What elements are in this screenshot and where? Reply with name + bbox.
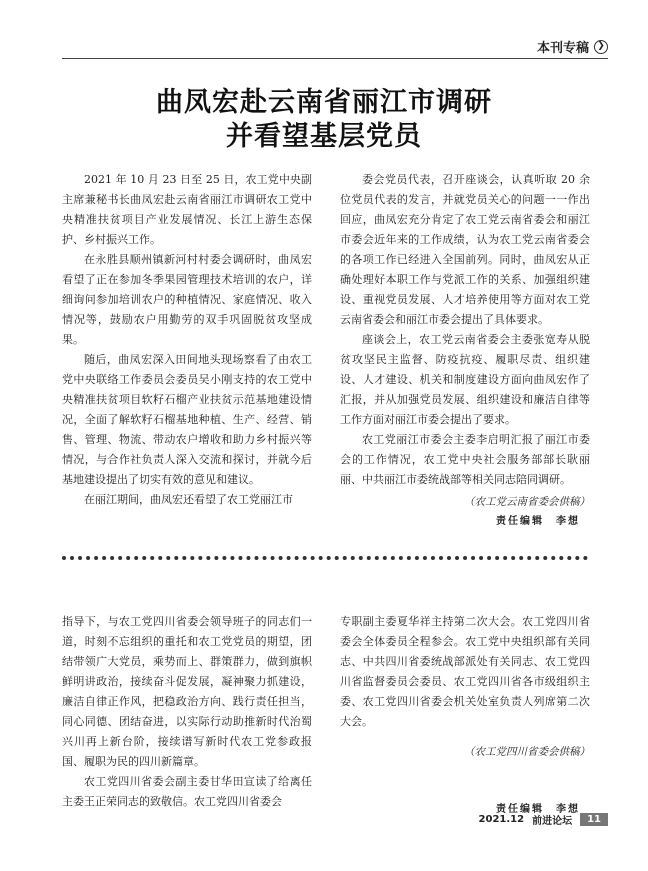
paragraph: 指导下，与农工党四川省委会领导班子的同志们一道，时刻不忘组织的重托和农工党党员的期望，团结带领广大党员，乘势而上、群策群力，做到旗帜鲜明讲政治，接续奋斗促发展，凝神聚力抓建设，廉洁自律正作风，把稳政治方向、践行责任担当，同心同德、团结奋进，以实际行动助推新时代治蜀兴川再上新台阶，接续谱写新时代农工党参政报国、履职为民的四川新篇章。 (62, 615, 312, 768)
paragraph: 农工党四川省委会副主委甘华田宣读了给离任主委王正荣同志的致敬信。农工党四川省委会 (62, 775, 312, 808)
arrow-circle-icon: ❯ (594, 40, 608, 54)
paragraph: 农工党丽江市委会主委李启明汇报了丽江市委会的工作情况，农工党中央社会服务部部长耿丽丽、中共丽江市委统战部等相关同志陪同调研。 (340, 433, 590, 486)
paragraph: 座谈会上，农工党云南省委会主委张宽寿从脱贫攻坚民主监督、防疫抗疫、履职尽责、组织建设、人才建设、机关和制度建设方面向曲凤宏作了汇报，并从加强党员发展、组织建设和廉洁自律等工作方面对丽江市委会提出了要求。 (340, 333, 590, 426)
article1-editor: 责任编辑 李想 (496, 516, 580, 527)
article-title-line1: 曲凤宏赴云南省丽江市调研 (156, 87, 492, 118)
journal-name: 前进论坛 (532, 816, 573, 827)
section-label: 本刊专稿 (536, 41, 589, 56)
paragraph: 在丽江期间，曲凤宏还看望了农工党丽江市 (84, 493, 293, 506)
paragraph: 随后，曲凤宏深入田间地头现场察看了由农工党中央联络工作委员会委员吴小刚支持的农工党中央精准扶贫项目软籽石榴产业扶贫示范基地建设情况，全面了解软籽石榴基地种植、生产、经营、销售、管理、物流、带动农户增收和助力乡村振兴等情况，与合作社负责人深入交流和探讨，并就今后基地建设提出了切实有效的意见和建议。 (62, 353, 312, 486)
article1-column2 (340, 170, 590, 532)
page-footer (479, 812, 608, 827)
section-header (537, 37, 608, 56)
article2-column1 (62, 612, 312, 812)
article1-column1 (62, 170, 312, 510)
issue-date: 2021.12 (478, 814, 525, 825)
article2-source: （农工党四川省委会供稿） (464, 746, 590, 758)
article2-column2 (340, 612, 590, 820)
paragraph: 在永胜县顺州镇新河村村委会调研时，曲凤宏看望了正在参加冬季果园管理技术培训的农户，详细询问参加培训农户的种植情况、家庭情况、收入情况等，鼓励农户用勤劳的双手巩固脱贫攻坚成果。 (62, 253, 312, 346)
article1-source: （农工党云南省委会供稿） (464, 496, 590, 508)
section-divider (62, 556, 588, 560)
article2-editor: 责任编辑 李想 (496, 804, 580, 815)
header-rule (62, 58, 608, 59)
article-title-line2: 并看望基层党员 (226, 121, 422, 152)
page-number: 11 (580, 813, 608, 826)
paragraph: 2021 年 10 月 23 日至 25 日，农工党中央副主席兼秘书长曲凤宏赴云南省丽江市调研农工党中央精准扶贫项目产业发展情况、长江上游生态保护、乡村振兴工作。 (62, 173, 312, 246)
paragraph: 专职副主委夏华祥主持第二次大会。农工党四川省委会全体委员全程参会。农工党中央组织部有关同志、中共四川省委统战部派处有关同志、农工党四川省监督委员会委员、农工党四川省各市级组织主委、农工党四川省委会机关处室负责人列席第二次大会。 (340, 615, 590, 728)
paragraph: 委会党员代表，召开座谈会，认真听取 20 余位党员代表的发言，并就党员关心的问题一一作出回应，曲凤宏充分肯定了农工党云南省委会和丽江市委会近年来的工作成绩，认为农工党云南省委会的各项工作已经进入全国前列。同时，曲凤宏从正确处理好本职工作与党派工作的关系、加强组织建设、重视党员发展、人才培养使用等方面对农工党云南省委会和丽江市委会提出了具体要求。 (340, 173, 590, 326)
